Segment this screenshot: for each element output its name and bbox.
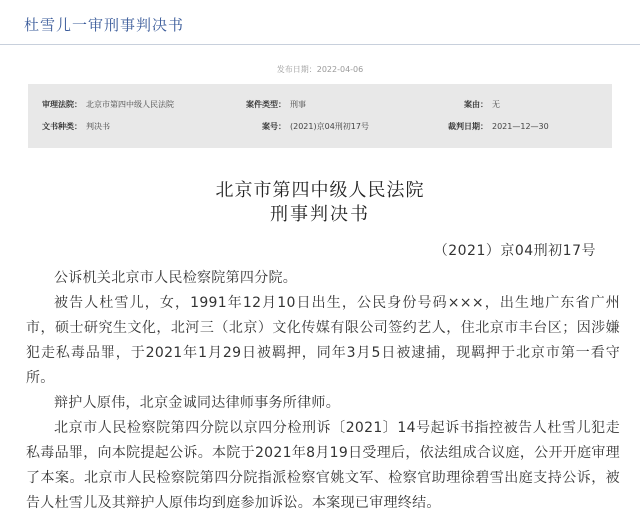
- document-case-number: （2021）京04刑初17号: [433, 243, 596, 259]
- case-info-row: [28, 98, 612, 112]
- paragraph-proceedings: 北京市人民检察院第四分院以京四分检刑诉〔2021〕14号起诉书指控被告人杜雪儿犯走私毒品罪，向本院提起公诉。本院于2021年8月19日受理后，依法组成合议庭，公开开庭审理了本案。北京市人民检察院第四分院指派检察官姚文军、检察官助理徐碧雪出庭支持公诉，被告人杜雪儿及其辩护人原伟均到庭参加诉讼。本案现已审理终结。: [26, 420, 620, 511]
- document-title: 刑事判决书: [270, 204, 370, 225]
- doc-type-value: 判决书: [86, 122, 110, 131]
- cause-label: 案由：: [464, 100, 488, 109]
- case-type-label: 案件类型：: [246, 100, 286, 109]
- court-heading: 北京市第四中级人民法院: [215, 180, 425, 201]
- judgment-date-value: 2021—12—30: [492, 122, 549, 131]
- case-info-row: [28, 120, 612, 134]
- case-info-panel: [28, 84, 612, 148]
- title-divider: [0, 44, 640, 45]
- cause-value: 无: [492, 100, 500, 109]
- case-no-label: 案号：: [262, 122, 286, 131]
- judgment-date-label: 裁判日期：: [448, 122, 488, 131]
- paragraph-defender: 辩护人原伟，北京金诚同达律师事务所律师。: [54, 395, 340, 411]
- judgment-body: [26, 266, 620, 516]
- court-label: 审理法院：: [42, 100, 82, 109]
- paragraph-defendant: 被告人杜雪儿，女，1991年12月10日出生，公民身份号码×××，出生地广东省广州市，硕士研究生文化，北河三（北京）文化传媒有限公司签约艺人，住北京市丰台区；因涉嫌犯走私毒品罪，于2021年1月29日被羁押，同年3月5日被逮捕，现羁押于北京市第一看守所。: [26, 295, 620, 386]
- case-type-value: 刑事: [290, 100, 306, 109]
- case-no-value: (2021)京04刑初17号: [290, 122, 369, 131]
- court-value: 北京市第四中级人民法院: [86, 100, 174, 109]
- case-title: 杜雪儿一审刑事判决书: [24, 16, 185, 34]
- publish-date: 发布日期：2022-04-06: [276, 65, 364, 74]
- paragraph-prosecutor: 公诉机关北京市人民检察院第四分院。: [54, 270, 298, 286]
- doc-type-label: 文书种类：: [42, 122, 82, 131]
